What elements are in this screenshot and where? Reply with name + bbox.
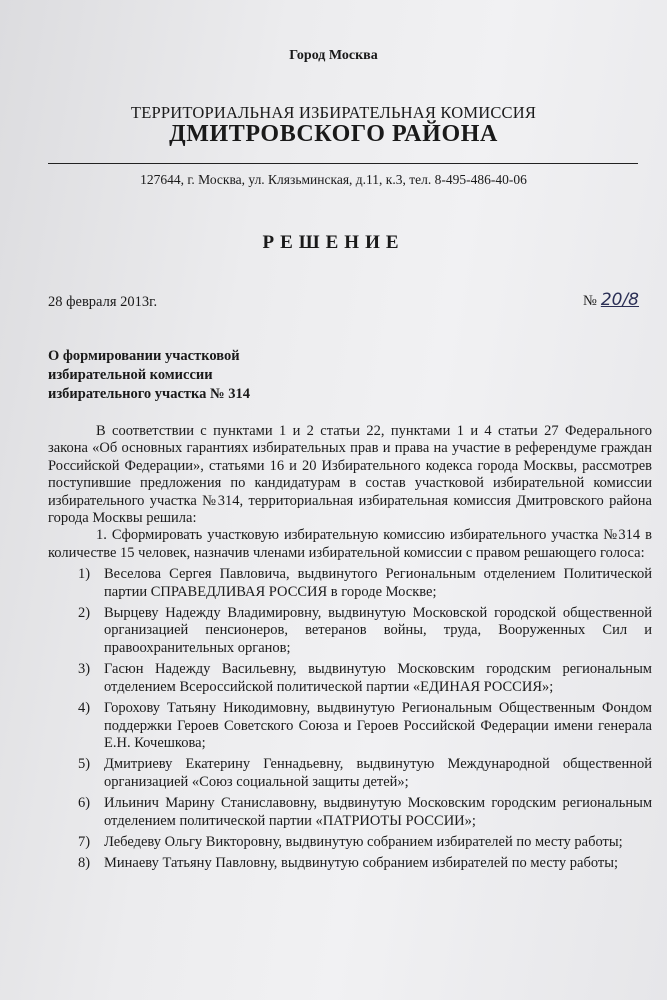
member-item bbox=[48, 661, 652, 696]
member-number: 2) bbox=[78, 605, 91, 622]
member-text: Веселова Сергея Павловича, выдвинутого Региональным отделением Политической партии СПРАВЕДЛИВАЯ РОССИЯ в городе Москве; bbox=[104, 566, 652, 600]
organization-address: 127644, г. Москва, ул. Клязьминская, д.11, к.3, тел. 8-495-486-40-06 bbox=[140, 172, 527, 187]
organization-name: ТЕРРИТОРИАЛЬНАЯ ИЗБИРАТЕЛЬНАЯ КОМИССИЯ bbox=[130, 103, 537, 122]
member-number: 7) bbox=[78, 833, 91, 850]
number-label: № bbox=[582, 293, 597, 309]
document-body bbox=[48, 423, 652, 873]
member-item bbox=[48, 855, 652, 872]
member-text: Горохову Татьяну Никодимовну, выдвинутую Региональным Общественным Фондом поддержки Героев Советского Союза и Героев Российской Федерации имени генерала Е.Н. Кочешкова; bbox=[104, 700, 652, 751]
header-divider bbox=[48, 163, 638, 164]
member-item bbox=[48, 566, 652, 601]
member-text: Ильинич Марину Станиславовну, выдвинутую Московским городским региональным отделением политической партии «ПАТРИОТЫ РОССИИ»; bbox=[104, 795, 652, 829]
clause-1-paragraph: 1. Сформировать участковую избирательную комиссию избирательного участка №314 в количестве 15 человек, назначив членами избирательной комиссии с правом решающего голоса: bbox=[48, 527, 652, 561]
member-text: Дмитриеву Екатерину Геннадьевну, выдвинутую Международной общественной организацией «Союз социальной защиты детей»; bbox=[104, 756, 652, 790]
document-title: РЕШЕНИЕ bbox=[262, 232, 405, 253]
organization-district: ДМИТРОВСКОГО РАЙОНА bbox=[169, 121, 498, 147]
member-item bbox=[48, 756, 652, 791]
member-text: Вырцеву Надежду Владимировну, выдвинутую Московской городской общественной организацией пенсионеров, ветеранов войны, труда, Вооруженных Сил и правоохранительных органов; bbox=[104, 605, 652, 656]
member-item bbox=[48, 700, 652, 752]
member-item bbox=[48, 605, 652, 657]
member-text: Лебедеву Ольгу Викторовну, выдвинутую собранием избирателей по месту работы; bbox=[104, 833, 623, 850]
member-number: 3) bbox=[78, 661, 91, 678]
member-text: Гасюн Надежду Васильевну, выдвинутую Московским городским региональным отделением Всероссийской политической партии «ЕДИНАЯ РОССИЯ»; bbox=[104, 661, 652, 695]
subject-line: О формировании участковой bbox=[48, 348, 240, 364]
document-number bbox=[583, 290, 639, 310]
document-date: 28 февраля 2013г. bbox=[48, 294, 158, 310]
member-number: 4) bbox=[78, 700, 91, 717]
handwritten-number: 20/8 bbox=[600, 290, 639, 310]
document-subject bbox=[48, 347, 348, 404]
member-number: 5) bbox=[78, 756, 91, 773]
member-item bbox=[48, 834, 652, 851]
member-item bbox=[48, 795, 652, 830]
subject-line: избирательного участка № 314 bbox=[48, 386, 250, 402]
member-number: 8) bbox=[78, 855, 91, 872]
member-text: Минаеву Татьяну Павловну, выдвинутую собранием избирателей по месту работы; bbox=[104, 855, 619, 872]
member-number: 1) bbox=[78, 566, 91, 583]
member-number: 6) bbox=[78, 795, 91, 812]
subject-line: избирательной комиссии bbox=[48, 367, 213, 383]
city-heading: Город Москва bbox=[289, 48, 378, 63]
preamble-paragraph: В соответствии с пунктами 1 и 2 статьи 22, пунктами 1 и 4 статьи 27 Федерального закона «Об основных гарантиях избирательных прав и права на участие в референдуме граждан Российской Федерации», статьями 16 и 20 Избирательного кодекса города Москвы, рассмотрев поступившие предложения по кандидатурам в состав участковой избирательной комиссии избирательного участка №314, территориальная избирательная комиссия Дмитровского района города Москвы решила: bbox=[48, 423, 652, 527]
